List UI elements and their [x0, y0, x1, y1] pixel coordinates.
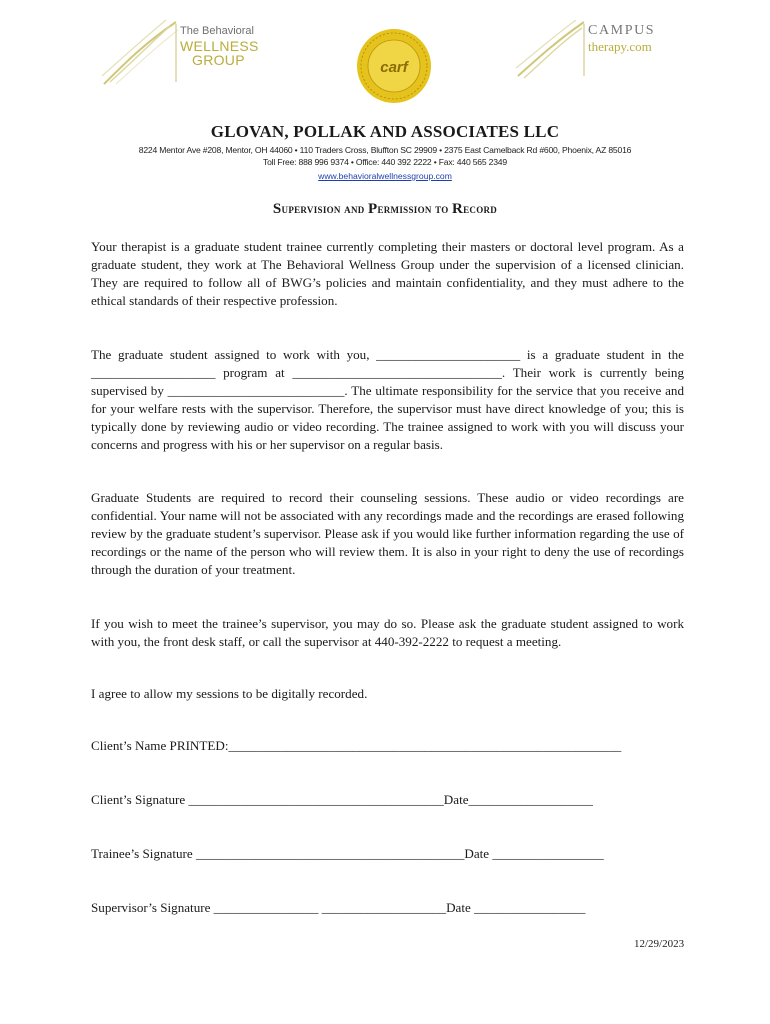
- paragraph-recording: Graduate Students are required to record their counseling sessions. These audio or video recordings are confidential. Your name will not be associated with any recordings made and the recordings are erased following review by the graduate student’s supervisor. Please ask if you would like further information regarding the use of recordings or the name of the person who will review them. It is also in your right to deny the use of recordings through the duration of your treatment.: [91, 490, 684, 577]
- title-part: ecord: [463, 202, 498, 216]
- campus-logo-line1: CAMPUS: [588, 23, 656, 38]
- title-initial: P: [367, 201, 378, 217]
- firm-name: GLOVAN, POLLAK AND ASSOCIATES LLC: [210, 122, 560, 141]
- client-signature-field[interactable]: Client’s Signature _______________________________________Date___________________: [91, 792, 593, 807]
- footer-date: 12/29/2023: [634, 938, 685, 950]
- address-line: 8224 Mentor Ave #208, Mentor, OH 44060 • 110 Traders Cross, Bluffton SC 29909 • 2375 East Camelback Rd #600, Phoenix, AZ 85016: [138, 145, 632, 155]
- phone-line: Toll Free: 888 996 9374 • Office: 440 392 2222 • Fax: 440 565 2349: [263, 157, 507, 167]
- campus-logo-line2: therapy.com: [588, 39, 652, 54]
- bwg-logo: [100, 18, 270, 88]
- leaf-icon: [516, 20, 588, 80]
- trainee-signature-field[interactable]: Trainee’s Signature _________________________________________Date _________________: [91, 846, 604, 861]
- bwg-logo-line2: WELLNESS: [180, 38, 259, 54]
- website-link[interactable]: www.behavioralwellnessgroup.com: [318, 171, 452, 181]
- campus-therapy-logo: [516, 20, 676, 80]
- title-initial: S: [272, 201, 282, 217]
- title-part: upervision and: [281, 202, 368, 216]
- bwg-logo-line3: GROUP: [192, 52, 245, 68]
- carf-seal-label: carf: [380, 59, 408, 76]
- bwg-logo-line1: The Behavioral: [180, 25, 254, 37]
- title-initial: R: [451, 201, 464, 217]
- supervisor-signature-field[interactable]: Supervisor’s Signature ________________ ___________________Date _________________: [91, 900, 586, 915]
- paragraph-meet-supervisor: If you wish to meet the trainee’s supervisor, you may do so. Please ask the graduate student assigned to work with you, the front desk staff, or call the supervisor at 440-392-2222 to request a meeting.: [91, 616, 684, 649]
- carf-seal-icon: [356, 28, 432, 104]
- client-name-field[interactable]: Client’s Name PRINTED:____________________________________________________________: [91, 738, 622, 753]
- document-title: [0, 201, 770, 218]
- paragraph-trainee-info: Your therapist is a graduate student trainee currently completing their masters or doctoral level program. As a graduate student, they work at The Behavioral Wellness Group under the supervision of a licensed clinician. They are required to follow all of BWG’s policies and maintain confidentiality, and they must adhere to the ethical standards of their respective profession.: [91, 239, 684, 308]
- title-part: ermission to: [377, 202, 452, 216]
- paragraph-assignment[interactable]: The graduate student assigned to work with you, ______________________ is a graduate student in the ___________________ program at ________________________________. Their work is currently being supervised by ___________________________. The ultimate responsibility for the service that you receive and for your welfare rests with the supervisor. Therefore, the supervisor must have direct knowledge of you; this is typically done by reviewing audio or video recording. The trainee assigned to work with you will discuss your concerns and progress with his or her supervisor on a regular basis.: [91, 347, 684, 452]
- leaf-icon: [100, 18, 180, 88]
- paragraph-agreement: I agree to allow my sessions to be digitally recorded.: [91, 686, 368, 701]
